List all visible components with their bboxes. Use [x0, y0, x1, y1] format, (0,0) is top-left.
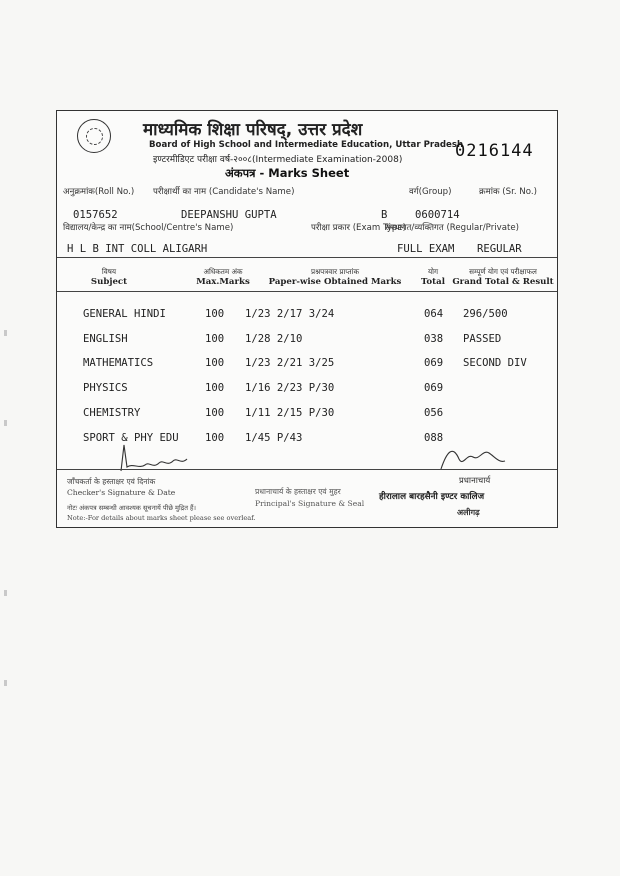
exam-type-value: FULL EXAM	[397, 243, 455, 255]
table-row-subject: MATHEMATICS	[83, 357, 154, 369]
table-row-max: 100	[205, 407, 225, 419]
table-row-papers: 1/45 P/43	[245, 432, 303, 444]
table-row-subject: CHEMISTRY	[83, 407, 141, 419]
table-row-subject: ENGLISH	[83, 333, 128, 345]
sheet-title: अंकपत्र - Marks Sheet	[225, 166, 350, 180]
candidate-name-label: परीक्षार्थी का नाम (Candidate's Name)	[153, 187, 295, 197]
table-row-max: 100	[205, 308, 225, 320]
table-row-result: PASSED	[463, 333, 502, 345]
principal-label-english: Principal's Signature & Seal	[255, 499, 365, 508]
header-subject: विषय Subject	[90, 267, 128, 287]
school-value: H L B INT COLL ALIGARH	[67, 243, 208, 255]
header-paper-marks: प्रश्नपत्रवार प्राप्तांक Paper-wise Obtained Marks	[268, 267, 402, 287]
table-row-subject: PHYSICS	[83, 382, 128, 394]
table-row-total: 056	[424, 407, 444, 419]
divider	[57, 257, 557, 258]
sr-no-value: 0600714	[415, 209, 460, 221]
table-row-subject: GENERAL HINDI	[83, 308, 166, 320]
serial-number: 0216144	[455, 141, 534, 161]
regular-private-value: REGULAR	[477, 243, 522, 255]
seal-school: हीरालाल बारहसैनी इण्टर कालिज	[379, 492, 485, 502]
table-row-total: 038	[424, 333, 444, 345]
up-board-emblem-icon	[77, 119, 111, 153]
checker-label-hindi: जाँचकर्ता के हस्ताक्षर एवं दिनांक	[67, 477, 156, 486]
header-max-marks: अधिकतम अंक Max.Marks	[196, 267, 250, 287]
roll-no-label: अनुक्रमांक(Roll No.)	[63, 187, 135, 197]
divider	[57, 469, 557, 470]
board-name-hindi: माध्यमिक शिक्षा परिषद्, उत्तर प्रदेश	[143, 120, 363, 140]
table-row-papers: 1/16 2/23 P/30	[245, 382, 335, 394]
note-hindi: नोटः अंकपत्र सम्बन्धी आवश्यक सूचनायें पीछे मुद्रित हैं।	[67, 504, 197, 512]
table-row-max: 100	[205, 432, 225, 444]
table-row-total: 088	[424, 432, 444, 444]
margin-mark	[4, 590, 7, 596]
table-row-total: 069	[424, 357, 444, 369]
table-row-max: 100	[205, 382, 225, 394]
table-row-papers: 1/23 2/21 3/25	[245, 357, 335, 369]
table-row-total: 069	[424, 382, 444, 394]
margin-mark	[4, 680, 7, 686]
table-row-max: 100	[205, 357, 225, 369]
group-value: B	[381, 209, 388, 221]
checker-label-english: Checker's Signature & Date	[67, 488, 176, 497]
table-row-papers: 1/23 2/17 3/24	[245, 308, 335, 320]
sr-no-label: क्रमांक (Sr. No.)	[479, 187, 537, 197]
table-row-result: 296/500	[463, 308, 508, 320]
seal-title: प्रधानाचार्य	[459, 475, 491, 485]
principal-label-hindi: प्रधानाचार्य के हस्ताक्षर एवं मुहर	[255, 487, 341, 496]
regular-private-label: संस्थागत/व्यक्तिगत (Regular/Private)	[385, 223, 519, 233]
table-row-max: 100	[205, 333, 225, 345]
candidate-name-value: DEEPANSHU GUPTA	[181, 209, 277, 221]
margin-mark	[4, 420, 7, 426]
group-label: वर्ग(Group)	[409, 187, 452, 197]
table-row-result: SECOND DIV	[463, 357, 527, 369]
margin-mark	[4, 330, 7, 336]
roll-no-value: 0157652	[73, 209, 118, 221]
header-total: योग Total	[421, 267, 445, 287]
table-row-total: 064	[424, 308, 444, 320]
seal-place: अलीगढ़	[457, 508, 480, 517]
table-row-papers: 1/11 2/15 P/30	[245, 407, 335, 419]
board-name-english: Board of High School and Intermediate Education, Uttar Pradesh	[149, 140, 464, 150]
school-label: विद्यालय/केन्द्र का नाम(School/Centre's Name)	[63, 223, 234, 233]
exam-title: इण्टरमीडिएट परीक्षा वर्ष-२००८(Intermediate Examination-2008)	[153, 155, 403, 165]
exam-type-label: परीक्षा प्रकार (Exam Type)	[311, 223, 407, 233]
marks-sheet	[56, 110, 558, 528]
table-row-subject: SPORT & PHY EDU	[83, 432, 179, 444]
divider	[57, 291, 557, 292]
note-english: Note:-For details about marks sheet please see overleaf.	[67, 514, 256, 522]
header-grand-total: सम्पूर्ण योग एवं परीक्षाफल Grand Total & Result	[452, 267, 554, 287]
table-row-papers: 1/28 2/10	[245, 333, 303, 345]
